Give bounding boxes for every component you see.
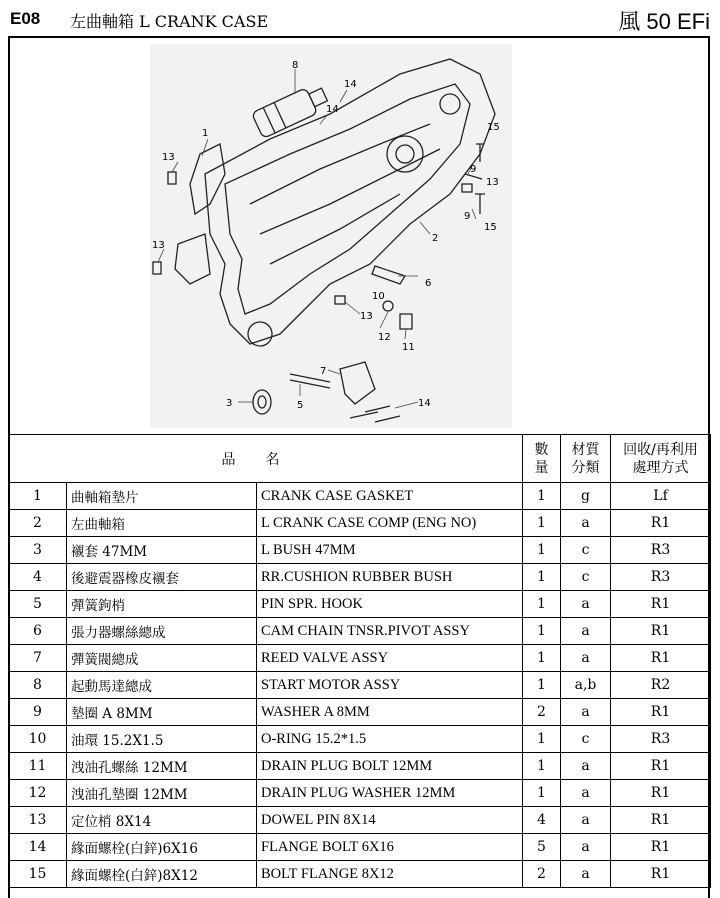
cell-qty: 1: [523, 537, 561, 564]
table-header-row: [9, 435, 711, 483]
cell-no: 5: [9, 591, 67, 618]
cell-no: 8: [9, 672, 67, 699]
cell-rec: R1: [611, 807, 711, 834]
cell-no: 1: [9, 483, 67, 510]
cell-mat: a: [561, 753, 611, 780]
cell-rec: R1: [611, 780, 711, 807]
callout-5: 5: [297, 400, 304, 411]
cell-zh: 彈簧閥總成: [67, 645, 257, 672]
cell-en: O-RING 15.2*1.5: [257, 726, 523, 753]
cell-rec: R1: [611, 618, 711, 645]
callout-13c: 13: [360, 311, 373, 322]
cell-qty: 5: [523, 834, 561, 861]
cell-no: 2: [9, 510, 67, 537]
callout-8: 8: [292, 60, 299, 71]
cell-mat: g: [561, 483, 611, 510]
cell-en: CRANK CASE GASKET: [257, 483, 523, 510]
bush: [253, 390, 271, 414]
table-row: [9, 591, 711, 618]
callout-7: 7: [320, 366, 327, 377]
cell-rec: R3: [611, 564, 711, 591]
cell-no: 4: [9, 564, 67, 591]
table-row: [9, 807, 711, 834]
cell-mat: a: [561, 780, 611, 807]
cell-qty: 1: [523, 780, 561, 807]
cell-zh: 洩油孔螺絲 12MM: [67, 753, 257, 780]
cell-mat: a: [561, 861, 611, 888]
cell-zh: 墊圈 A 8MM: [67, 699, 257, 726]
cell-zh: 後避震器橡皮襯套: [67, 564, 257, 591]
page-header: [0, 0, 720, 36]
cell-zh: 左曲軸箱: [67, 510, 257, 537]
cell-rec: R1: [611, 699, 711, 726]
callout-11: 11: [402, 342, 415, 353]
cell-rec: R1: [611, 645, 711, 672]
cell-mat: c: [561, 726, 611, 753]
cell-rec: R1: [611, 861, 711, 888]
cell-en: CAM CHAIN TNSR.PIVOT ASSY: [257, 618, 523, 645]
cell-mat: a: [561, 618, 611, 645]
callout-13b: 13: [152, 240, 165, 251]
cell-en: DRAIN PLUG BOLT 12MM: [257, 753, 523, 780]
cell-no: 12: [9, 780, 67, 807]
cell-mat: c: [561, 537, 611, 564]
header-part-name: 品名: [9, 435, 523, 483]
cell-mat: a: [561, 645, 611, 672]
cell-zh: 洩油孔墊圈 12MM: [67, 780, 257, 807]
cell-no: 11: [9, 753, 67, 780]
cell-mat: a: [561, 807, 611, 834]
cell-no: 10: [9, 726, 67, 753]
callout-14a: 14: [344, 79, 357, 90]
cell-qty: 1: [523, 510, 561, 537]
exploded-parts-diagram: [150, 44, 512, 428]
cell-zh: 彈簧鉤梢: [67, 591, 257, 618]
cell-qty: 1: [523, 564, 561, 591]
table-row: [9, 753, 711, 780]
table-row: [9, 564, 711, 591]
cell-en: L BUSH 47MM: [257, 537, 523, 564]
table-row: [9, 861, 711, 888]
table-row: [9, 780, 711, 807]
callout-9a: 9: [470, 164, 477, 175]
cell-qty: 1: [523, 483, 561, 510]
cell-no: 9: [9, 699, 67, 726]
cell-rec: R3: [611, 537, 711, 564]
table-row: [9, 672, 711, 699]
model-name: 風 50 EFi: [618, 9, 710, 34]
cell-zh: 曲軸箱墊片: [67, 483, 257, 510]
table-row: [9, 510, 711, 537]
cell-qty: 1: [523, 672, 561, 699]
cell-no: 7: [9, 645, 67, 672]
cell-rec: R1: [611, 753, 711, 780]
header-qty: 數 量: [523, 435, 561, 483]
table-row: [9, 483, 711, 510]
callout-1: 1: [202, 128, 209, 139]
cell-qty: 1: [523, 645, 561, 672]
cell-qty: 1: [523, 591, 561, 618]
callout-13a: 13: [162, 152, 175, 163]
callout-13d: 13: [486, 177, 499, 188]
cell-en: PIN SPR. HOOK: [257, 591, 523, 618]
cell-mat: a: [561, 510, 611, 537]
cell-en: BOLT FLANGE 8X12: [257, 861, 523, 888]
cell-zh: 張力器螺絲總成: [67, 618, 257, 645]
table-row: [9, 645, 711, 672]
callout-10: 10: [372, 291, 385, 302]
cell-mat: c: [561, 564, 611, 591]
reed-valve: [340, 362, 375, 404]
callout-9b: 9: [464, 211, 471, 222]
header-recycle: 回收/再利用 處理方式: [611, 435, 711, 483]
callout-2: 2: [432, 233, 439, 244]
callout-14b: 14: [326, 104, 339, 115]
callout-12: 12: [378, 332, 391, 343]
cell-rec: Lf: [611, 483, 711, 510]
callout-15a: 15: [487, 122, 500, 133]
table-row: [9, 699, 711, 726]
table-row: [9, 618, 711, 645]
cell-en: L CRANK CASE COMP (ENG NO): [257, 510, 523, 537]
cell-no: 15: [9, 861, 67, 888]
cell-en: REED VALVE ASSY: [257, 645, 523, 672]
section-code: E08: [10, 9, 41, 28]
cell-en: DRAIN PLUG WASHER 12MM: [257, 780, 523, 807]
cell-en: WASHER A 8MM: [257, 699, 523, 726]
crank-case-drawing: [150, 44, 512, 428]
cell-en: FLANGE BOLT 6X16: [257, 834, 523, 861]
callout-14c: 14: [418, 398, 431, 409]
cell-qty: 1: [523, 726, 561, 753]
cell-mat: a: [561, 699, 611, 726]
table-row: [9, 834, 711, 861]
cell-no: 6: [9, 618, 67, 645]
cell-qty: 2: [523, 699, 561, 726]
cell-zh: 起動馬達總成: [67, 672, 257, 699]
table-row: [9, 726, 711, 753]
cell-rec: R3: [611, 726, 711, 753]
cell-no: 3: [9, 537, 67, 564]
parts-table: [8, 434, 711, 888]
cell-qty: 2: [523, 861, 561, 888]
cell-no: 14: [9, 834, 67, 861]
cell-mat: a: [561, 834, 611, 861]
cell-rec: R1: [611, 510, 711, 537]
cell-rec: R2: [611, 672, 711, 699]
cell-rec: R1: [611, 834, 711, 861]
cell-qty: 1: [523, 618, 561, 645]
cell-zh: 緣面螺栓(白鋅)8X12: [67, 861, 257, 888]
callout-15b: 15: [484, 222, 497, 233]
table-row: [9, 537, 711, 564]
cell-en: START MOTOR ASSY: [257, 672, 523, 699]
cell-no: 13: [9, 807, 67, 834]
crank-case-outline: [205, 59, 495, 344]
cell-mat: a: [561, 591, 611, 618]
callout-3: 3: [226, 398, 233, 409]
cell-mat: a,b: [561, 672, 611, 699]
callout-6: 6: [425, 278, 432, 289]
cell-zh: 襯套 47MM: [67, 537, 257, 564]
cell-en: RR.CUSHION RUBBER BUSH: [257, 564, 523, 591]
cell-qty: 4: [523, 807, 561, 834]
cell-rec: R1: [611, 591, 711, 618]
cell-zh: 緣面螺栓(白鋅)6X16: [67, 834, 257, 861]
cell-zh: 定位梢 8X14: [67, 807, 257, 834]
cell-en: DOWEL PIN 8X14: [257, 807, 523, 834]
cell-qty: 1: [523, 753, 561, 780]
cell-zh: 油環 15.2X1.5: [67, 726, 257, 753]
header-material: 材質 分類: [561, 435, 611, 483]
page-title: 左曲軸箱 L CRANK CASE: [70, 12, 269, 31]
